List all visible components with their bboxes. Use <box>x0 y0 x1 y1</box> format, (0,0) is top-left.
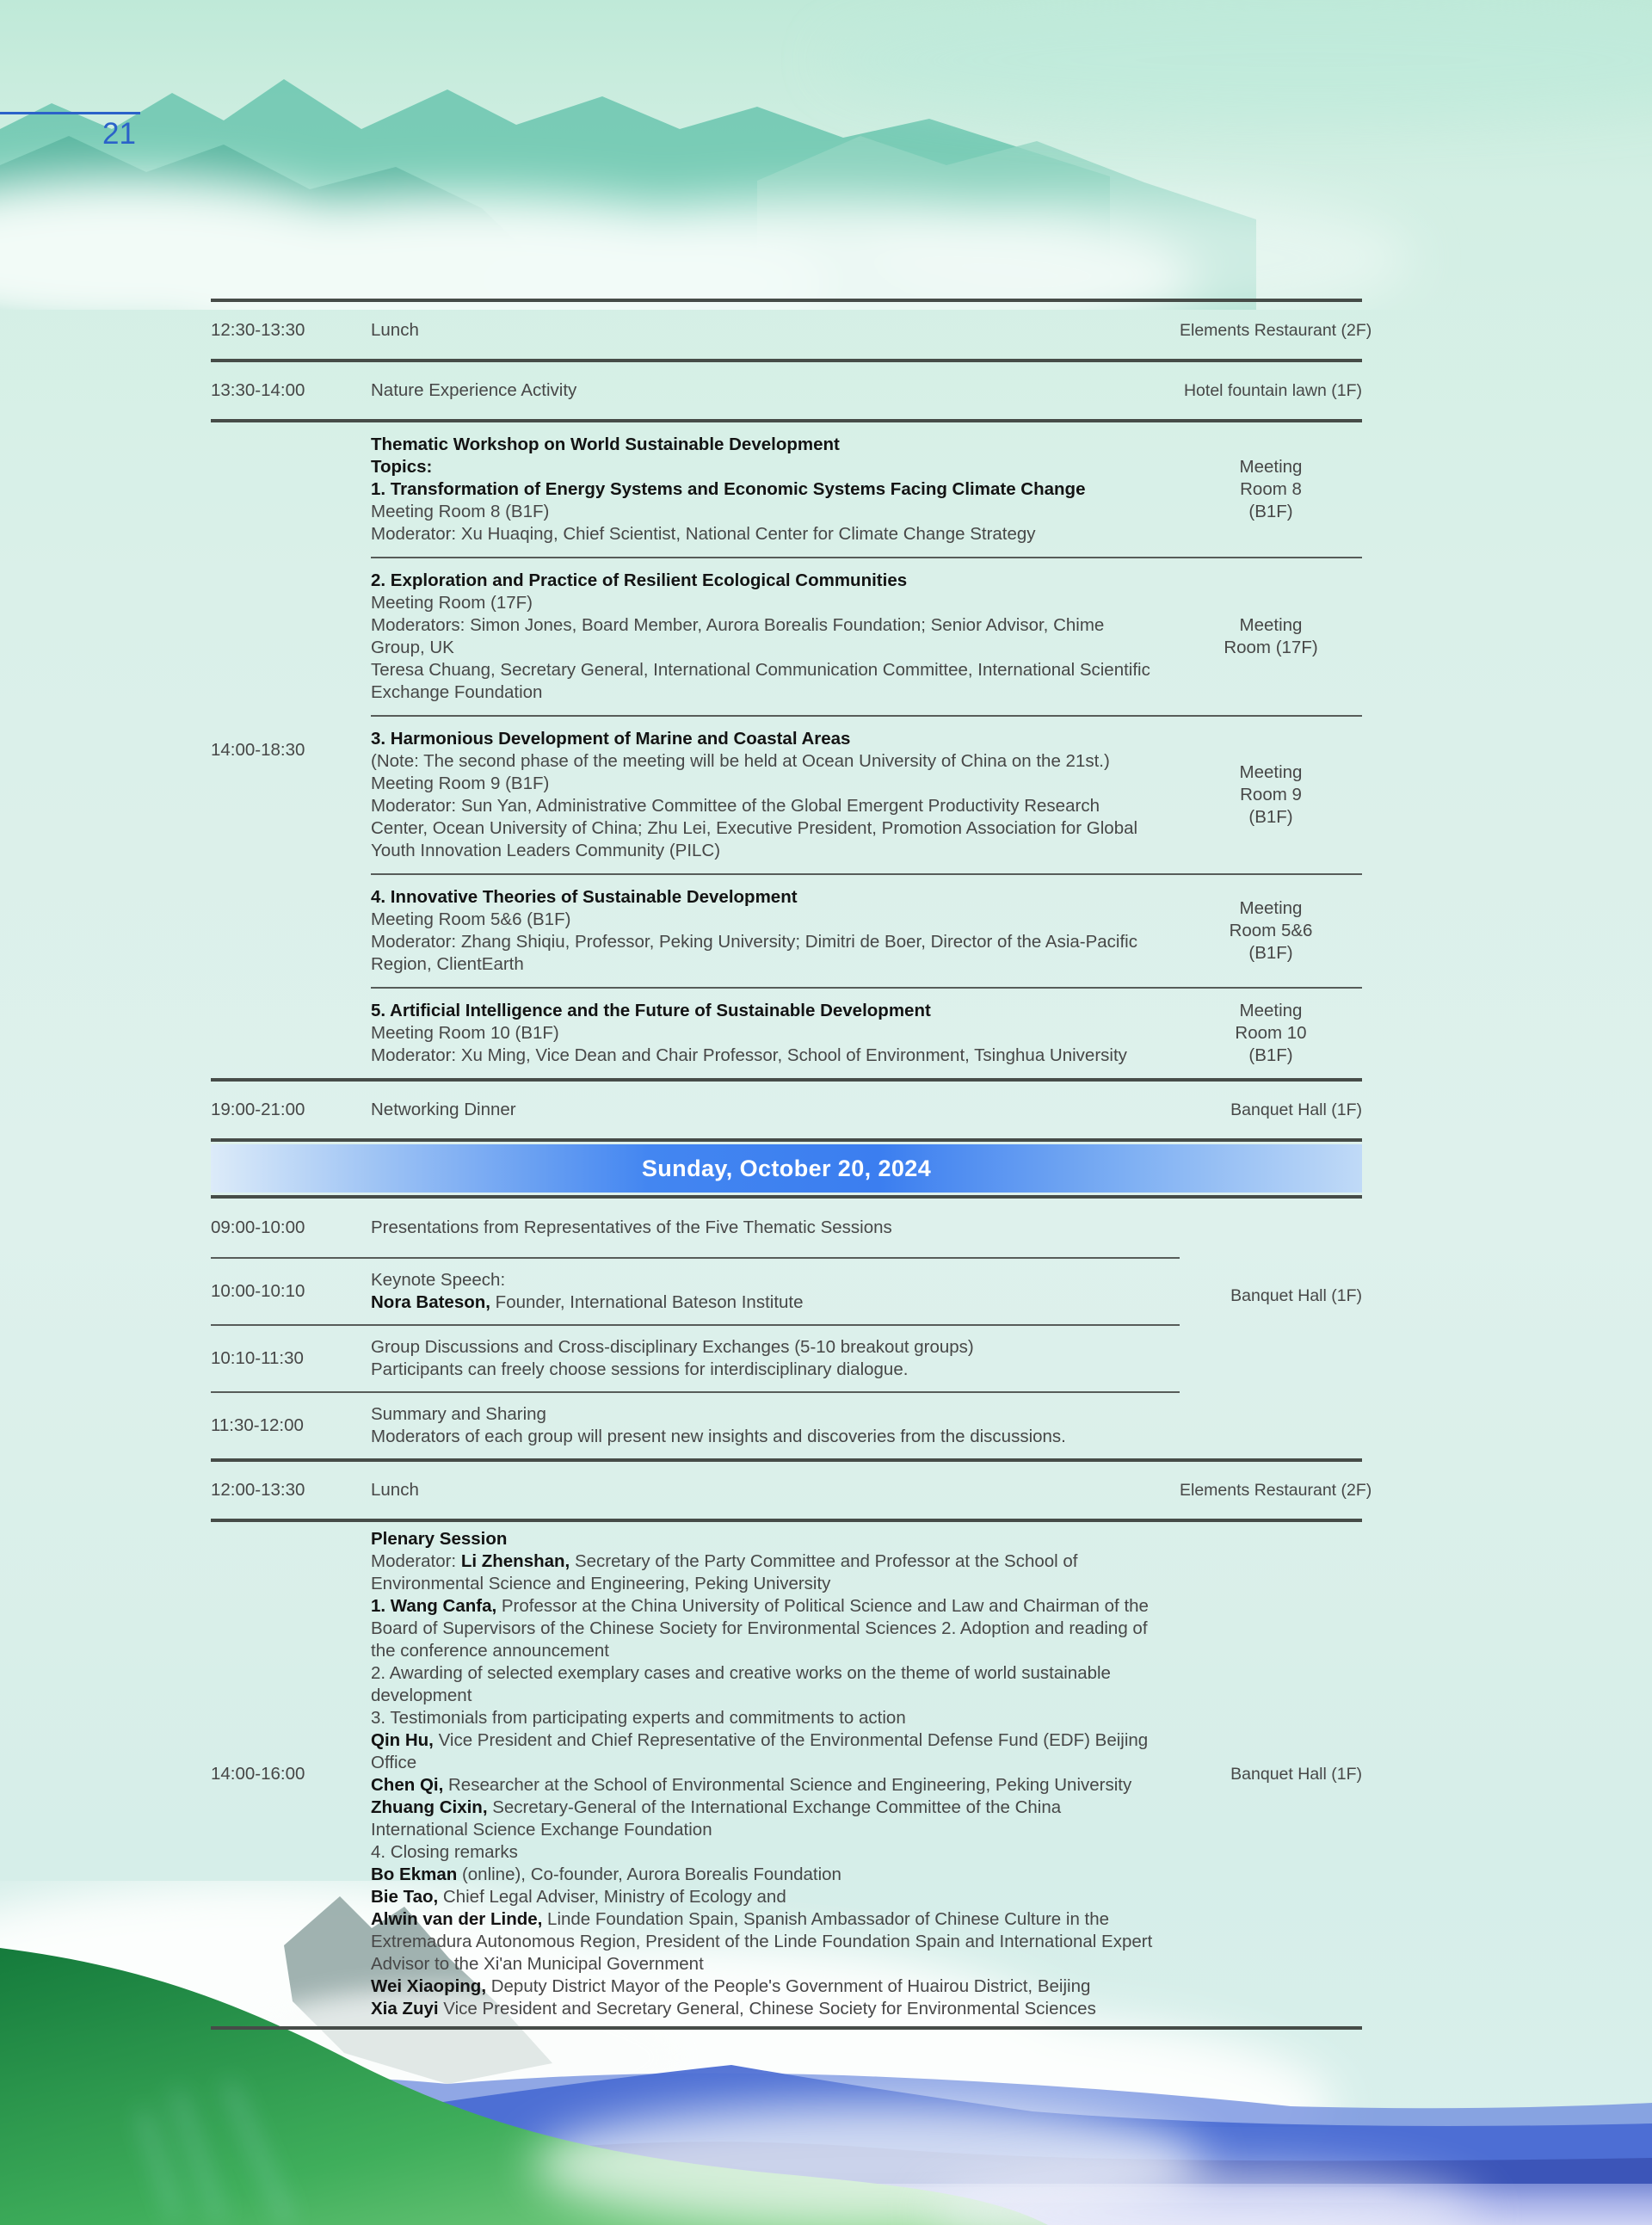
text-run: 4. Closing remarks <box>371 1842 518 1862</box>
text-run: 2. Awarding of selected exemplary cases and creative works on the theme of world sustainable development <box>371 1663 1111 1705</box>
session-row <box>371 557 1362 715</box>
content-cell <box>371 1479 1180 1501</box>
text-line <box>371 1595 1157 1662</box>
text-line <box>371 1099 1157 1121</box>
text-line <box>371 728 1157 750</box>
time-cell: 10:10-11:30 <box>211 1348 304 1368</box>
time-cell: 13:30-14:00 <box>211 380 305 400</box>
time-cell: 14:00-16:00 <box>211 1764 305 1784</box>
bold-text-run: 4. Innovative Theories of Sustainable Development <box>371 887 798 907</box>
text-line <box>371 1217 1157 1239</box>
location-text: Meeting Room 8 (B1F) <box>1239 457 1303 521</box>
text-run: Group Discussions and Cross-disciplinary Exchanges (5-10 breakout groups) <box>371 1337 974 1357</box>
text-run: 3. Testimonials from participating experts and commitments to action <box>371 1708 906 1728</box>
bold-text-run: 1. Wang Canfa, <box>371 1596 497 1616</box>
time-cell: 14:00-18:30 <box>211 740 305 760</box>
time-cell: 11:30-12:00 <box>211 1415 304 1435</box>
text-run: Meeting Room 8 (B1F) <box>371 502 550 521</box>
text-run: Meeting Room 10 (B1F) <box>371 1023 559 1043</box>
text-line <box>371 1797 1157 1841</box>
bold-text-run: Plenary Session <box>371 1529 508 1549</box>
day-banner-label: Sunday, October 20, 2024 <box>641 1155 932 1181</box>
location-cell: Elements Restaurant (2F) <box>1180 1480 1372 1500</box>
location-text: Meeting Room 9 (B1F) <box>1239 762 1303 827</box>
bold-text-run: Bie Tao, <box>371 1887 439 1907</box>
day-banner-band <box>211 1144 1362 1193</box>
text-line <box>371 909 1157 931</box>
conference-schedule-table <box>211 299 1372 2030</box>
location-cell: Banquet Hall (1F) <box>1230 1764 1362 1784</box>
text-run: Summary and Sharing <box>371 1404 546 1424</box>
sky-haze <box>826 0 1652 120</box>
text-run: Moderator: <box>371 1551 461 1571</box>
text-line <box>371 1269 1157 1291</box>
bold-text-run: Xia Zuyi <box>371 1999 439 2019</box>
content-cell <box>371 1000 1180 1067</box>
time-cell: 09:00-10:00 <box>211 1217 305 1237</box>
text-line <box>371 1774 1157 1797</box>
content-cell <box>371 1336 1180 1381</box>
session-row <box>371 987 1362 1078</box>
text-line <box>371 1550 1157 1595</box>
text-run: Meeting Room (17F) <box>371 593 533 613</box>
location-cell: Hotel fountain lawn (1F) <box>1183 380 1362 400</box>
timed-rows <box>211 1199 1180 1458</box>
text-run: Moderators: Simon Jones, Board Member, Aurora Borealis Foundation; Senior Advisor, Chime Group, UK <box>371 615 1105 657</box>
thematic-workshop-group <box>211 422 1362 1082</box>
text-line <box>371 1022 1157 1045</box>
text-run: Founder, International Bateson Institute <box>490 1292 804 1312</box>
text-line <box>371 1479 1157 1501</box>
text-line <box>371 478 1157 501</box>
text-line <box>371 1662 1157 1707</box>
text-line <box>371 1528 1157 1550</box>
text-run: Presentations from Representatives of the Five Thematic Sessions <box>371 1217 892 1237</box>
schedule-row <box>211 1324 1180 1391</box>
text-line <box>371 501 1157 523</box>
text-run: (Note: The second phase of the meeting will be held at Ocean University of China on the 21st.) <box>371 751 1110 771</box>
text-run: Meeting Room 5&6 (B1F) <box>371 909 571 929</box>
page-number: 21 <box>102 117 136 151</box>
text-line <box>371 1336 1157 1359</box>
text-line <box>371 1359 1157 1381</box>
text-run: Networking Dinner <box>371 1100 516 1119</box>
text-line <box>371 1998 1157 2020</box>
text-line <box>371 931 1157 976</box>
content-cell <box>371 379 1180 402</box>
text-run: Moderator: Xu Huaqing, Chief Scientist, National Center for Climate Change Strategy <box>371 524 1036 544</box>
content-cell <box>371 728 1180 862</box>
location-text: Meeting Room 10 (B1F) <box>1235 1001 1307 1065</box>
text-run: Lunch <box>371 320 419 340</box>
schedule-row <box>211 1462 1372 1522</box>
bold-text-run: Wei Xiaoping, <box>371 1976 487 1996</box>
text-line <box>371 319 1157 342</box>
schedule-row <box>211 1522 1362 2030</box>
schedule-row <box>211 302 1372 362</box>
text-run: Moderator: Zhang Shiqiu, Professor, Peking University; Dimitri de Boer, Director of the Asia-Pacific Region, ClientEarth <box>371 932 1137 974</box>
text-run: Professor at the China University of Political Science and Law and Chairman of the Board of Supervisors of the Chinese Society for Environmental Sciences 2. Adoption and reading of the conference announcement <box>371 1596 1149 1661</box>
text-line <box>371 773 1157 795</box>
text-run: Chief Legal Adviser, Ministry of Ecology and <box>438 1887 786 1907</box>
text-line <box>371 886 1157 909</box>
bold-text-run: 3. Harmonious Development of Marine and Coastal Areas <box>371 729 851 749</box>
text-line <box>371 1729 1157 1774</box>
schedule-row <box>211 1391 1180 1458</box>
content-cell <box>371 1528 1180 2020</box>
text-line <box>371 592 1157 614</box>
text-line <box>371 1291 1157 1314</box>
schedule-row <box>211 362 1362 422</box>
content-cell <box>371 1269 1180 1314</box>
top-mountains-scenery <box>0 0 1652 310</box>
schedule-row <box>211 1199 1180 1257</box>
text-line <box>371 570 1157 592</box>
bold-text-run: 2. Exploration and Practice of Resilient Ecological Communities <box>371 570 908 590</box>
location-cell <box>1180 456 1362 523</box>
location-cell <box>1180 761 1362 829</box>
bold-text-run: Nora Bateson, <box>371 1292 490 1312</box>
bold-text-run: Topics: <box>371 457 433 477</box>
text-run: Lunch <box>371 1480 419 1500</box>
text-run: Vice President and Secretary General, Chinese Society for Environmental Sciences <box>438 1999 1096 2019</box>
text-line <box>371 1403 1157 1426</box>
bold-text-run: 1. Transformation of Energy Systems and Economic Systems Facing Climate Change <box>371 479 1086 499</box>
text-run: Moderator: Sun Yan, Administrative Committee of the Global Emergent Productivity Research Center, Ocean University of China; Zhu Lei, Executive President, Promotion Association for Global Youth Innovation Leaders Community (PILC) <box>371 796 1138 860</box>
bold-text-run: Qin Hu, <box>371 1730 434 1750</box>
time-cell: 19:00-21:00 <box>211 1100 305 1119</box>
content-cell <box>371 1099 1180 1121</box>
time-cell: 10:00-10:10 <box>211 1281 305 1301</box>
text-line <box>371 1426 1157 1448</box>
session-row <box>371 715 1362 873</box>
text-line <box>371 1886 1157 1908</box>
text-run: Meeting Room 9 (B1F) <box>371 774 550 793</box>
text-line <box>371 523 1157 545</box>
text-run: Secretary of the Party Committee and Professor at the School of Environmental Science and Engineering, Peking University <box>371 1551 1078 1593</box>
content-cell <box>371 1403 1180 1448</box>
text-line <box>371 614 1157 659</box>
content-cell <box>371 570 1180 704</box>
content-cell <box>371 319 1180 342</box>
text-run: Moderators of each group will present new insights and discoveries from the discussions. <box>371 1427 1066 1446</box>
text-line <box>371 795 1157 862</box>
text-run: Moderator: Xu Ming, Vice Dean and Chair Professor, School of Environment, Tsinghua University <box>371 1045 1127 1065</box>
time-cell: 12:00-13:30 <box>211 1480 305 1500</box>
bold-text-run: Thematic Workshop on World Sustainable Development <box>371 435 840 454</box>
location-cell <box>1180 1199 1362 1458</box>
location-cell <box>1180 1000 1362 1067</box>
location-cell: Elements Restaurant (2F) <box>1180 320 1372 340</box>
text-line <box>371 1975 1157 1998</box>
text-line <box>371 434 1157 456</box>
text-line <box>371 1045 1157 1067</box>
text-run: Vice President and Chief Representative of the Environmental Defense Fund (EDF) Beijing Office <box>371 1730 1149 1772</box>
text-line <box>371 456 1157 478</box>
bold-text-run: Bo Ekman <box>371 1864 458 1884</box>
bold-text-run: Li Zhenshan, <box>460 1551 570 1571</box>
text-run: Keynote Speech: <box>371 1270 506 1290</box>
location-text: Meeting Room 5&6 (B1F) <box>1229 898 1313 963</box>
location-cell <box>1180 897 1362 965</box>
text-line <box>371 1908 1157 1975</box>
text-line <box>371 1864 1157 1886</box>
bold-text-run: Zhuang Cixin, <box>371 1797 488 1817</box>
page-number-rule <box>0 112 140 114</box>
text-run: Researcher at the School of Environmental Science and Engineering, Peking University <box>443 1775 1132 1795</box>
content-cell <box>371 434 1180 545</box>
location-text: Meeting Room (17F) <box>1224 615 1318 657</box>
bold-text-run: 5. Artificial Intelligence and the Future of Sustainable Development <box>371 1001 931 1020</box>
text-line <box>371 1000 1157 1022</box>
text-run: Deputy District Mayor of the People's Government of Huairou District, Beijing <box>486 1976 1091 1996</box>
session-row <box>371 873 1362 987</box>
schedule-row <box>211 1257 1180 1324</box>
bold-text-run: Chen Qi, <box>371 1775 444 1795</box>
text-run: (online), Co-founder, Aurora Borealis Foundation <box>457 1864 841 1884</box>
session-row <box>371 422 1362 557</box>
text-run: Nature Experience Activity <box>371 380 577 400</box>
location-cell <box>1180 614 1362 659</box>
bold-text-run: Alwin van der Linde, <box>371 1909 543 1929</box>
text-line <box>371 1841 1157 1864</box>
text-run: Linde Foundation Spain, Spanish Ambassador of Chinese Culture in the Extremadura Autonomous Region, President of the Linde Foundation Spain and International Expert Advisor to the Xi'an Municipal Government <box>371 1909 1153 1974</box>
text-line <box>371 659 1157 704</box>
text-line <box>371 379 1157 402</box>
time-cell: 12:30-13:30 <box>211 320 305 340</box>
text-line <box>371 1707 1157 1729</box>
location-cell: Banquet Hall (1F) <box>1230 1100 1362 1119</box>
text-line <box>371 750 1157 773</box>
text-run: Teresa Chuang, Secretary General, International Communication Committee, International Scientific Exchange Foundation <box>371 660 1150 702</box>
day-banner <box>211 1142 1362 1199</box>
content-cell <box>371 886 1180 976</box>
morning-sessions-group <box>211 1199 1362 1462</box>
location-text: Banquet Hall (1F) <box>1230 1285 1362 1305</box>
content-cell <box>371 1217 1180 1239</box>
text-run: Secretary-General of the International Exchange Committee of the China International Science Exchange Foundation <box>371 1797 1062 1840</box>
session-list <box>371 422 1362 1078</box>
text-run: Participants can freely choose sessions for interdisciplinary dialogue. <box>371 1359 909 1379</box>
schedule-row <box>211 1082 1362 1142</box>
